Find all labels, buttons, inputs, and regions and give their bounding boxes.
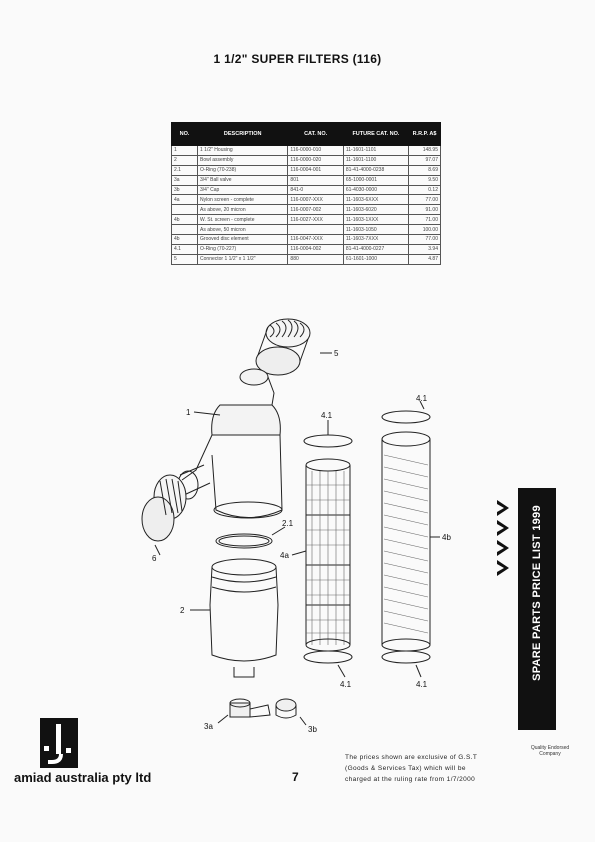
table-cell: 5 <box>172 254 198 264</box>
table-cell: 116-0007-XXX <box>288 195 343 205</box>
callout-6: 6 <box>152 554 157 563</box>
table-cell: 9.50 <box>408 175 440 185</box>
callout-5: 5 <box>334 349 339 358</box>
table-cell: 116-0047-XXX <box>288 235 343 245</box>
table-cell: 2.1 <box>172 165 198 175</box>
page-title: 1 1/2" SUPER FILTERS (116) <box>213 52 382 66</box>
table-cell: 81-41-4000-0238 <box>343 165 408 175</box>
callout-4-1-c: 4.1 <box>340 680 352 689</box>
table-row <box>172 254 441 264</box>
table-cell: 100.00 <box>408 225 440 235</box>
table-row <box>172 244 441 254</box>
table-cell: 4.1 <box>172 244 198 254</box>
table-cell: 116-0004-002 <box>288 244 343 254</box>
table-cell: Bowl assembly <box>198 155 288 165</box>
exploded-filter-diagram <box>140 305 460 734</box>
sidebar-price-list-text: SPARE PARTS PRICE LIST 1999 <box>531 505 543 681</box>
table-cell: 116-0000-010 <box>288 146 343 156</box>
table-cell: 91.00 <box>408 205 440 215</box>
gst-line-3: charged at the ruling rate from 1/7/2000 <box>345 776 476 783</box>
callout-2-1: 2.1 <box>282 519 294 528</box>
table-cell: 61-1601-1000 <box>343 254 408 264</box>
table-cell: Connector 1 1/2" x 1 1/2" <box>198 254 288 264</box>
connector-top-part <box>256 319 310 375</box>
table-cell: 880 <box>288 254 343 264</box>
table-row <box>172 155 441 165</box>
table-cell: W. St. screen - complete <box>198 215 288 225</box>
table-cell: As above, 50 micron <box>198 225 288 235</box>
table-cell: 116-0027-XXX <box>288 215 343 225</box>
table-row <box>172 205 441 215</box>
callout-3b: 3b <box>308 725 317 734</box>
table-row <box>172 225 441 235</box>
table-row <box>172 165 441 175</box>
table-cell: 11-1601-1100 <box>343 155 408 165</box>
table-cell: O-Ring (70-227) <box>198 244 288 254</box>
gst-notice <box>345 752 520 785</box>
callout-3a: 3a <box>204 722 213 731</box>
amiad-logo <box>40 718 78 768</box>
parts-table <box>171 122 441 265</box>
table-cell: 11-1603-1050 <box>343 225 408 235</box>
table-cell: 4b <box>172 215 198 225</box>
table-cell: 801 <box>288 175 343 185</box>
table-cell: 11-1601-1101 <box>343 146 408 156</box>
table-cell: 61-4030-0000 <box>343 185 408 195</box>
table-row <box>172 195 441 205</box>
callout-4-1-a: 4.1 <box>321 411 333 420</box>
table-cell <box>288 225 343 235</box>
callout-4b: 4b <box>442 533 451 542</box>
page-number: 7 <box>292 770 299 784</box>
col-cat-no: CAT. NO. <box>288 123 343 146</box>
table-cell: 116-0000-020 <box>288 155 343 165</box>
table-row <box>172 175 441 185</box>
table-cell: 4b <box>172 235 198 245</box>
table-cell: As above, 20 micron <box>198 205 288 215</box>
col-no: NO. <box>172 123 198 146</box>
bowl-part <box>210 559 278 677</box>
table-cell: 116-0007-002 <box>288 205 343 215</box>
table-row <box>172 146 441 156</box>
table-cell: 11-1603-7XXX <box>343 235 408 245</box>
gst-line-2: (Goods & Services Tax) which will be <box>345 765 466 772</box>
table-cell: 0.12 <box>408 185 440 195</box>
table-cell: 3/4" Ball valve <box>198 175 288 185</box>
table-cell: Nylon screen - complete <box>198 195 288 205</box>
callout-2: 2 <box>180 606 185 615</box>
table-row <box>172 185 441 195</box>
table-cell: 2 <box>172 155 198 165</box>
table-cell: 65-1000-0001 <box>343 175 408 185</box>
connector-left-part <box>142 475 186 541</box>
nylon-screen-part <box>304 435 352 663</box>
table-cell: 11-1603-6020 <box>343 205 408 215</box>
table-header-row <box>172 123 441 146</box>
table-cell: 77.00 <box>408 235 440 245</box>
ball-valve-part <box>230 699 270 717</box>
table-cell: 11-1603-1XXX <box>343 215 408 225</box>
steel-screen-part <box>382 411 430 663</box>
callout-4-1-b: 4.1 <box>416 394 428 403</box>
table-cell: 77.00 <box>408 195 440 205</box>
callout-4a: 4a <box>280 551 289 560</box>
table-cell: 11-1603-6XXX <box>343 195 408 205</box>
table-row <box>172 235 441 245</box>
table-row <box>172 215 441 225</box>
gst-line-1: The prices shown are exclusive of G.S.T <box>345 754 478 761</box>
table-cell <box>172 225 198 235</box>
table-cell: 1 1/2" Housing <box>198 146 288 156</box>
parts-table-body <box>172 146 441 265</box>
quality-endorsed-label: Quality Endorsed Company <box>530 745 570 757</box>
callout-1: 1 <box>186 408 191 417</box>
table-cell: 3a <box>172 175 198 185</box>
housing-part <box>178 369 282 518</box>
table-cell: 3.94 <box>408 244 440 254</box>
table-cell: 8.69 <box>408 165 440 175</box>
table-cell: O-Ring (70-238) <box>198 165 288 175</box>
table-cell: 71.00 <box>408 215 440 225</box>
col-future-cat-no: FUTURE CAT. NO. <box>343 123 408 146</box>
cap-part <box>276 699 296 718</box>
table-cell: 3b <box>172 185 198 195</box>
table-cell: 148.95 <box>408 146 440 156</box>
col-description: DESCRIPTION <box>198 123 288 146</box>
table-cell: 4.87 <box>408 254 440 264</box>
table-cell: Grooved disc element <box>198 235 288 245</box>
table-cell: 81-41-4000-0227 <box>343 244 408 254</box>
col-rrp: R.R.P. A$ <box>408 123 440 146</box>
company-name: amiad australia pty ltd <box>14 770 152 785</box>
chevron-stripe-icon <box>493 490 515 680</box>
table-cell: 841-0 <box>288 185 343 195</box>
callout-4-1-d: 4.1 <box>416 680 428 689</box>
table-cell: 3/4" Cap <box>198 185 288 195</box>
table-cell <box>172 205 198 215</box>
table-cell: 97.07 <box>408 155 440 165</box>
table-cell: 1 <box>172 146 198 156</box>
table-cell: 116-0004-001 <box>288 165 343 175</box>
table-cell: 4a <box>172 195 198 205</box>
